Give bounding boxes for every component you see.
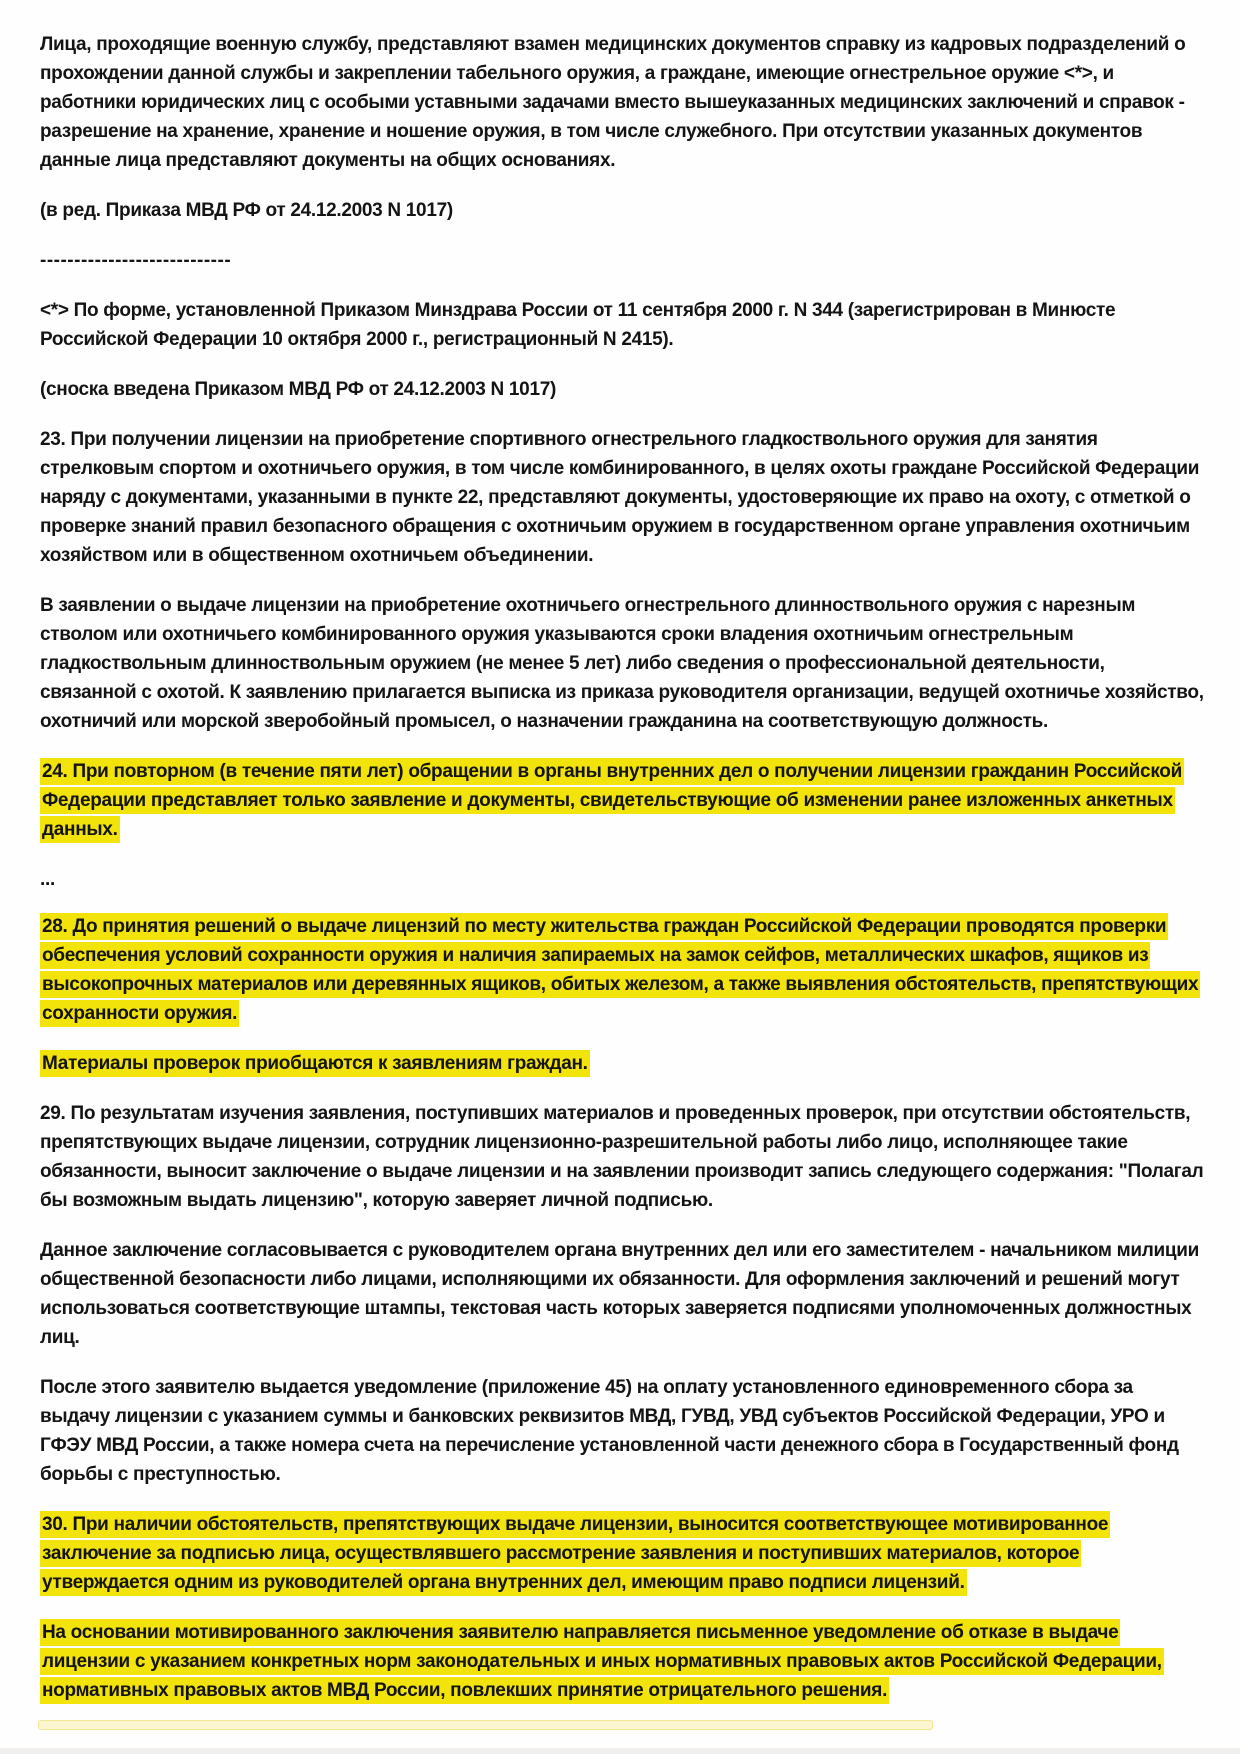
highlight-mark: 24. При повторном (в течение пяти лет) обращении в органы внутренних дел о получении лицензии гражданин Российской Федерации представляет только заявление и документы, свидетельствующие об изменении ранее изложенных анкетных данных.: [40, 758, 1184, 843]
highlighted-paragraph: [40, 1618, 1204, 1705]
highlighted-paragraph: [40, 757, 1204, 844]
paragraph: В заявлении о выдаче лицензии на приобретение охотничьего огнестрельного длинноствольного оружия с нарезным стволом или охотничьего комбинированного оружия указываются сроки владения охотничьим огнестрельным гладкоствольным длинноствольным оружием (не менее 5 лет) либо сведения о профессиональной деятельности, связанной с охотой. К заявлению прилагается выписка из приказа руководителя организации, ведущей охотничье хозяйство, охотничий или морской зверобойный промысел, о назначении гражданина на соответствующую должность.: [40, 595, 1204, 732]
paragraph: 29. По результатам изучения заявления, поступивших материалов и проведенных проверок, при отсутствии обстоятельств, препятствующих выдаче лицензии, сотрудник лицензионно-разрешительной работы либо лицо, исполняющее такие обязанности, выносит заключение о выдаче лицензии и на заявлении производит запись следующего содержания: "Полагал бы возможным выдать лицензию", которую заверяет личной подписью.: [40, 1103, 1204, 1211]
page-bottom-edge: [0, 1748, 1240, 1754]
highlight-remnant-bar: [38, 1720, 933, 1730]
paragraph: (сноска введена Приказом МВД РФ от 24.12.2003 N 1017): [40, 379, 556, 400]
ellipsis-line: ...: [40, 869, 55, 890]
paragraph: 23. При получении лицензии на приобретение спортивного огнестрельного гладкоствольного оружия для занятия стрелковым спортом и охотничьего оружия, в том числе комбинированного, в целях охоты граждане Российской Федерации наряду с документами, указанными в пункте 22, представляют документы, удостоверяющие их право на охоту, с отметкой о проверке знаний правил безопасного обращения с охотничьим оружием в государственном органе управления охотничьим хозяйством или в общественном охотничьем объединении.: [40, 429, 1200, 566]
paragraph: Лица, проходящие военную службу, представляют взамен медицинских документов справку из кадровых подразделений о прохождении данной службы и закреплении табельного оружия, а граждане, имеющие огнестрельное оружие <*>, и работники юридических лиц с особыми уставными задачами вместо вышеуказанных медицинских заключений и справок - разрешение на хранение, хранение и ношение оружия, в том числе служебного. При отсутствии указанных документов данные лица представляют документы на общих основаниях.: [40, 34, 1186, 171]
highlight-mark: 28. До принятия решений о выдаче лицензий по месту жительства граждан Российской Федерации проводятся проверки обеспечения условий сохранности оружия и наличия запираемых на замок сейфов, металлических шкафов, ящиков из высокопрочных материалов или деревянных ящиков, обитых железом, а также выявления обстоятельств, препятствующих сохранности оружия.: [40, 913, 1200, 1027]
highlight-mark: 30. При наличии обстоятельств, препятствующих выдаче лицензии, выносится соответствующее мотивированное заключение за подписью лица, осуществлявшего рассмотрение заявления и поступивших материалов, которое утверждается одним из руководителей органа внутренних дел, имеющим право подписи лицензий.: [40, 1511, 1110, 1596]
highlight-mark: На основании мотивированного заключения заявителю направляется письменное уведомление об отказе в выдаче лицензии с указанием конкретных норм законодательных и иных нормативных правовых актов Российской Федерации, нормативных правовых актов МВД России, повлекших принятие отрицательного решения.: [40, 1619, 1164, 1704]
highlighted-paragraph: [40, 912, 1204, 1028]
separator-line: ----------------------------: [40, 250, 232, 271]
paragraph: (в ред. Приказа МВД РФ от 24.12.2003 N 1017): [40, 200, 453, 221]
paragraph: Данное заключение согласовывается с руководителем органа внутренних дел или его заместителем - начальником милиции общественной безопасности либо лицами, исполняющими их обязанности. Для оформления заключений и решений могут использоваться соответствующие штампы, текстовая часть которых заверяется подписями уполномоченных должностных лиц.: [40, 1240, 1200, 1348]
paragraph: После этого заявителю выдается уведомление (приложение 45) на оплату установленного единовременного сбора за выдачу лицензии с указанием суммы и банковских реквизитов МВД, ГУВД, УВД субъектов Российской Федерации, УРО и ГФЭУ МВД России, а также номера счета на перечисление установленной части денежного сбора в Государственный фонд борьбы с преступностью.: [40, 1377, 1179, 1485]
highlighted-paragraph: [40, 1510, 1204, 1597]
highlighted-paragraph: [40, 1049, 1204, 1078]
highlight-mark: Материалы проверок приобщаются к заявлениям граждан.: [40, 1050, 590, 1077]
paragraph: <*> По форме, установленной Приказом Минздрава России от 11 сентября 2000 г. N 344 (зарегистрирован в Минюсте Российской Федерации 10 октября 2000 г., регистрационный N 2415).: [40, 300, 1116, 350]
